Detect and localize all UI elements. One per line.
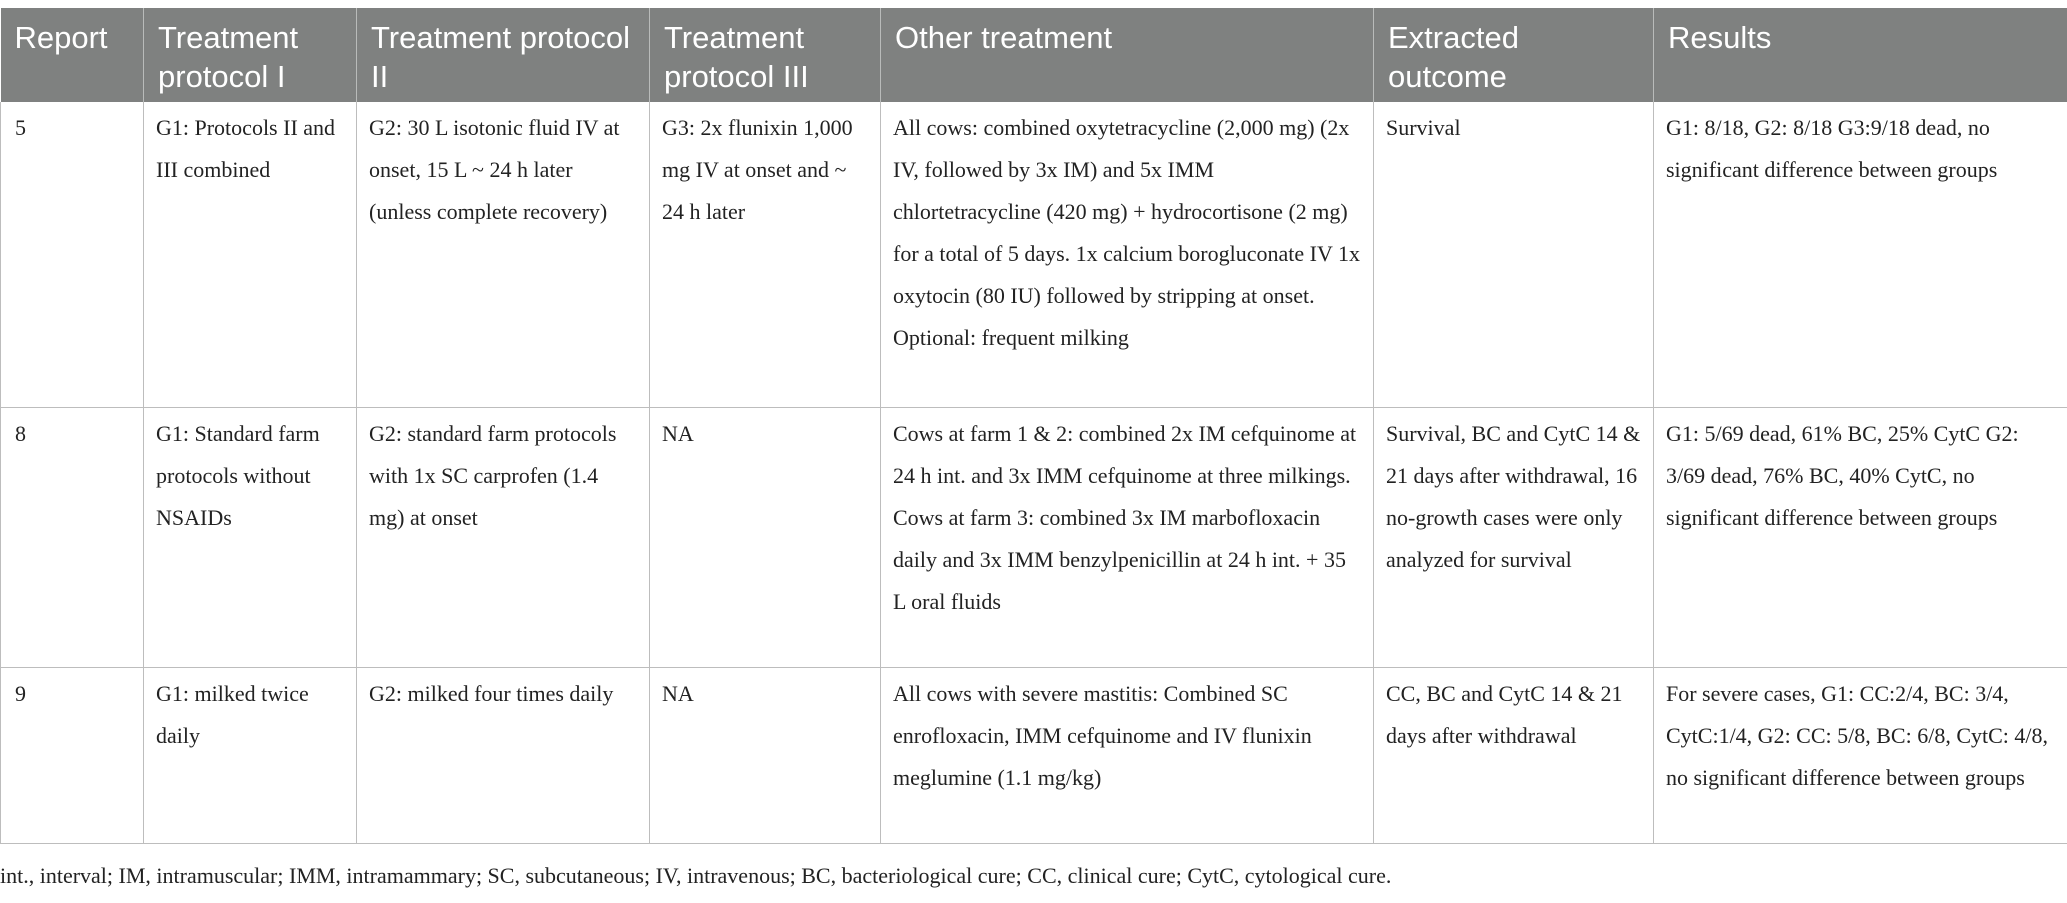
header-protocol-3: Treatment protocol III <box>650 8 881 102</box>
other-treatment-paragraph: All cows: combined oxytetracycline (2,000 mg) (2x IV, followed by 3x IM) and 5x IMM chlortetracycline (420 mg) + hydrocortisone (2 mg) for a total of 5 days. 1x calcium borogluconate IV 1x oxytocin (80 IU) followed by stripping at onset. <box>893 115 1360 308</box>
cell-protocol-2: G2: 30 L isotonic fluid IV at onset, 15 L ~ 24 h later (unless complete recovery) <box>357 102 650 407</box>
other-treatment-paragraph: Optional: frequent milking <box>893 325 1129 350</box>
table-row <box>1 407 2067 667</box>
header-results: Results <box>1654 8 2067 102</box>
cell-protocol-1: G1: Protocols II and III combined <box>144 102 357 407</box>
cell-protocol-3: NA <box>650 667 881 843</box>
cell-other-treatment <box>881 407 1374 667</box>
cell-results: G1: 5/69 dead, 61% BC, 25% CytC G2: 3/69 dead, 76% BC, 40% CytC, no significant difference between groups <box>1654 407 2067 667</box>
other-treatment-paragraph: Cows at farm 1 & 2: combined 2x IM cefquinome at 24 h int. and 3x IMM cefquinome at three milkings. <box>893 420 1357 488</box>
cell-protocol-1: G1: milked twice daily <box>144 667 357 843</box>
cell-other-treatment <box>881 667 1374 843</box>
header-other-treatment: Other treatment <box>881 8 1374 102</box>
other-treatment-paragraph: Cows at farm 3: combined 3x IM marbofloxacin daily and 3x IMM benzylpenicillin at 24 h int. + 35 L oral fluids <box>893 504 1346 614</box>
table-row <box>1 102 2067 407</box>
cell-other-treatment <box>881 102 1374 407</box>
table-footnote: int., interval; IM, intramuscular; IMM, intramammary; SC, subcutaneous; IV, intravenous; BC, bacteriological cure; CC, clinical cure; CytC, cytological cure. <box>0 863 1392 888</box>
cell-report: 5 <box>1 102 144 407</box>
cell-protocol-2: G2: milked four times daily <box>357 667 650 843</box>
cell-protocol-3: NA <box>650 407 881 667</box>
cell-results: G1: 8/18, G2: 8/18 G3:9/18 dead, no significant difference between groups <box>1654 102 2067 407</box>
other-treatment-paragraph: All cows with severe mastitis: Combined SC enrofloxacin, IMM cefquinome and IV flunixin meglumine (1.1 mg/kg) <box>893 680 1312 790</box>
table-header <box>1 8 2067 102</box>
cell-report: 9 <box>1 667 144 843</box>
table-row <box>1 667 2067 843</box>
header-report: Report <box>1 8 144 102</box>
header-protocol-2: Treatment protocol II <box>357 8 650 102</box>
cell-protocol-2: G2: standard farm protocols with 1x SC carprofen (1.4 mg) at onset <box>357 407 650 667</box>
header-row <box>1 8 2067 102</box>
table-body <box>1 102 2067 843</box>
cell-protocol-1: G1: Standard farm protocols without NSAIDs <box>144 407 357 667</box>
header-protocol-1: Treatment protocol I <box>144 8 357 102</box>
cell-protocol-3: G3: 2x flunixin 1,000 mg IV at onset and ~ 24 h later <box>650 102 881 407</box>
cell-report: 8 <box>1 407 144 667</box>
header-extracted-outcome: Extracted outcome <box>1374 8 1654 102</box>
cell-results: For severe cases, G1: CC:2/4, BC: 3/4, CytC:1/4, G2: CC: 5/8, BC: 6/8, CytC: 4/8, no significant difference between groups <box>1654 667 2067 843</box>
treatment-table <box>0 8 2067 844</box>
cell-extracted-outcome: Survival <box>1374 102 1654 407</box>
cell-extracted-outcome: CC, BC and CytC 14 & 21 days after withdrawal <box>1374 667 1654 843</box>
cell-extracted-outcome: Survival, BC and CytC 14 & 21 days after withdrawal, 16 no-growth cases were only analyzed for survival <box>1374 407 1654 667</box>
